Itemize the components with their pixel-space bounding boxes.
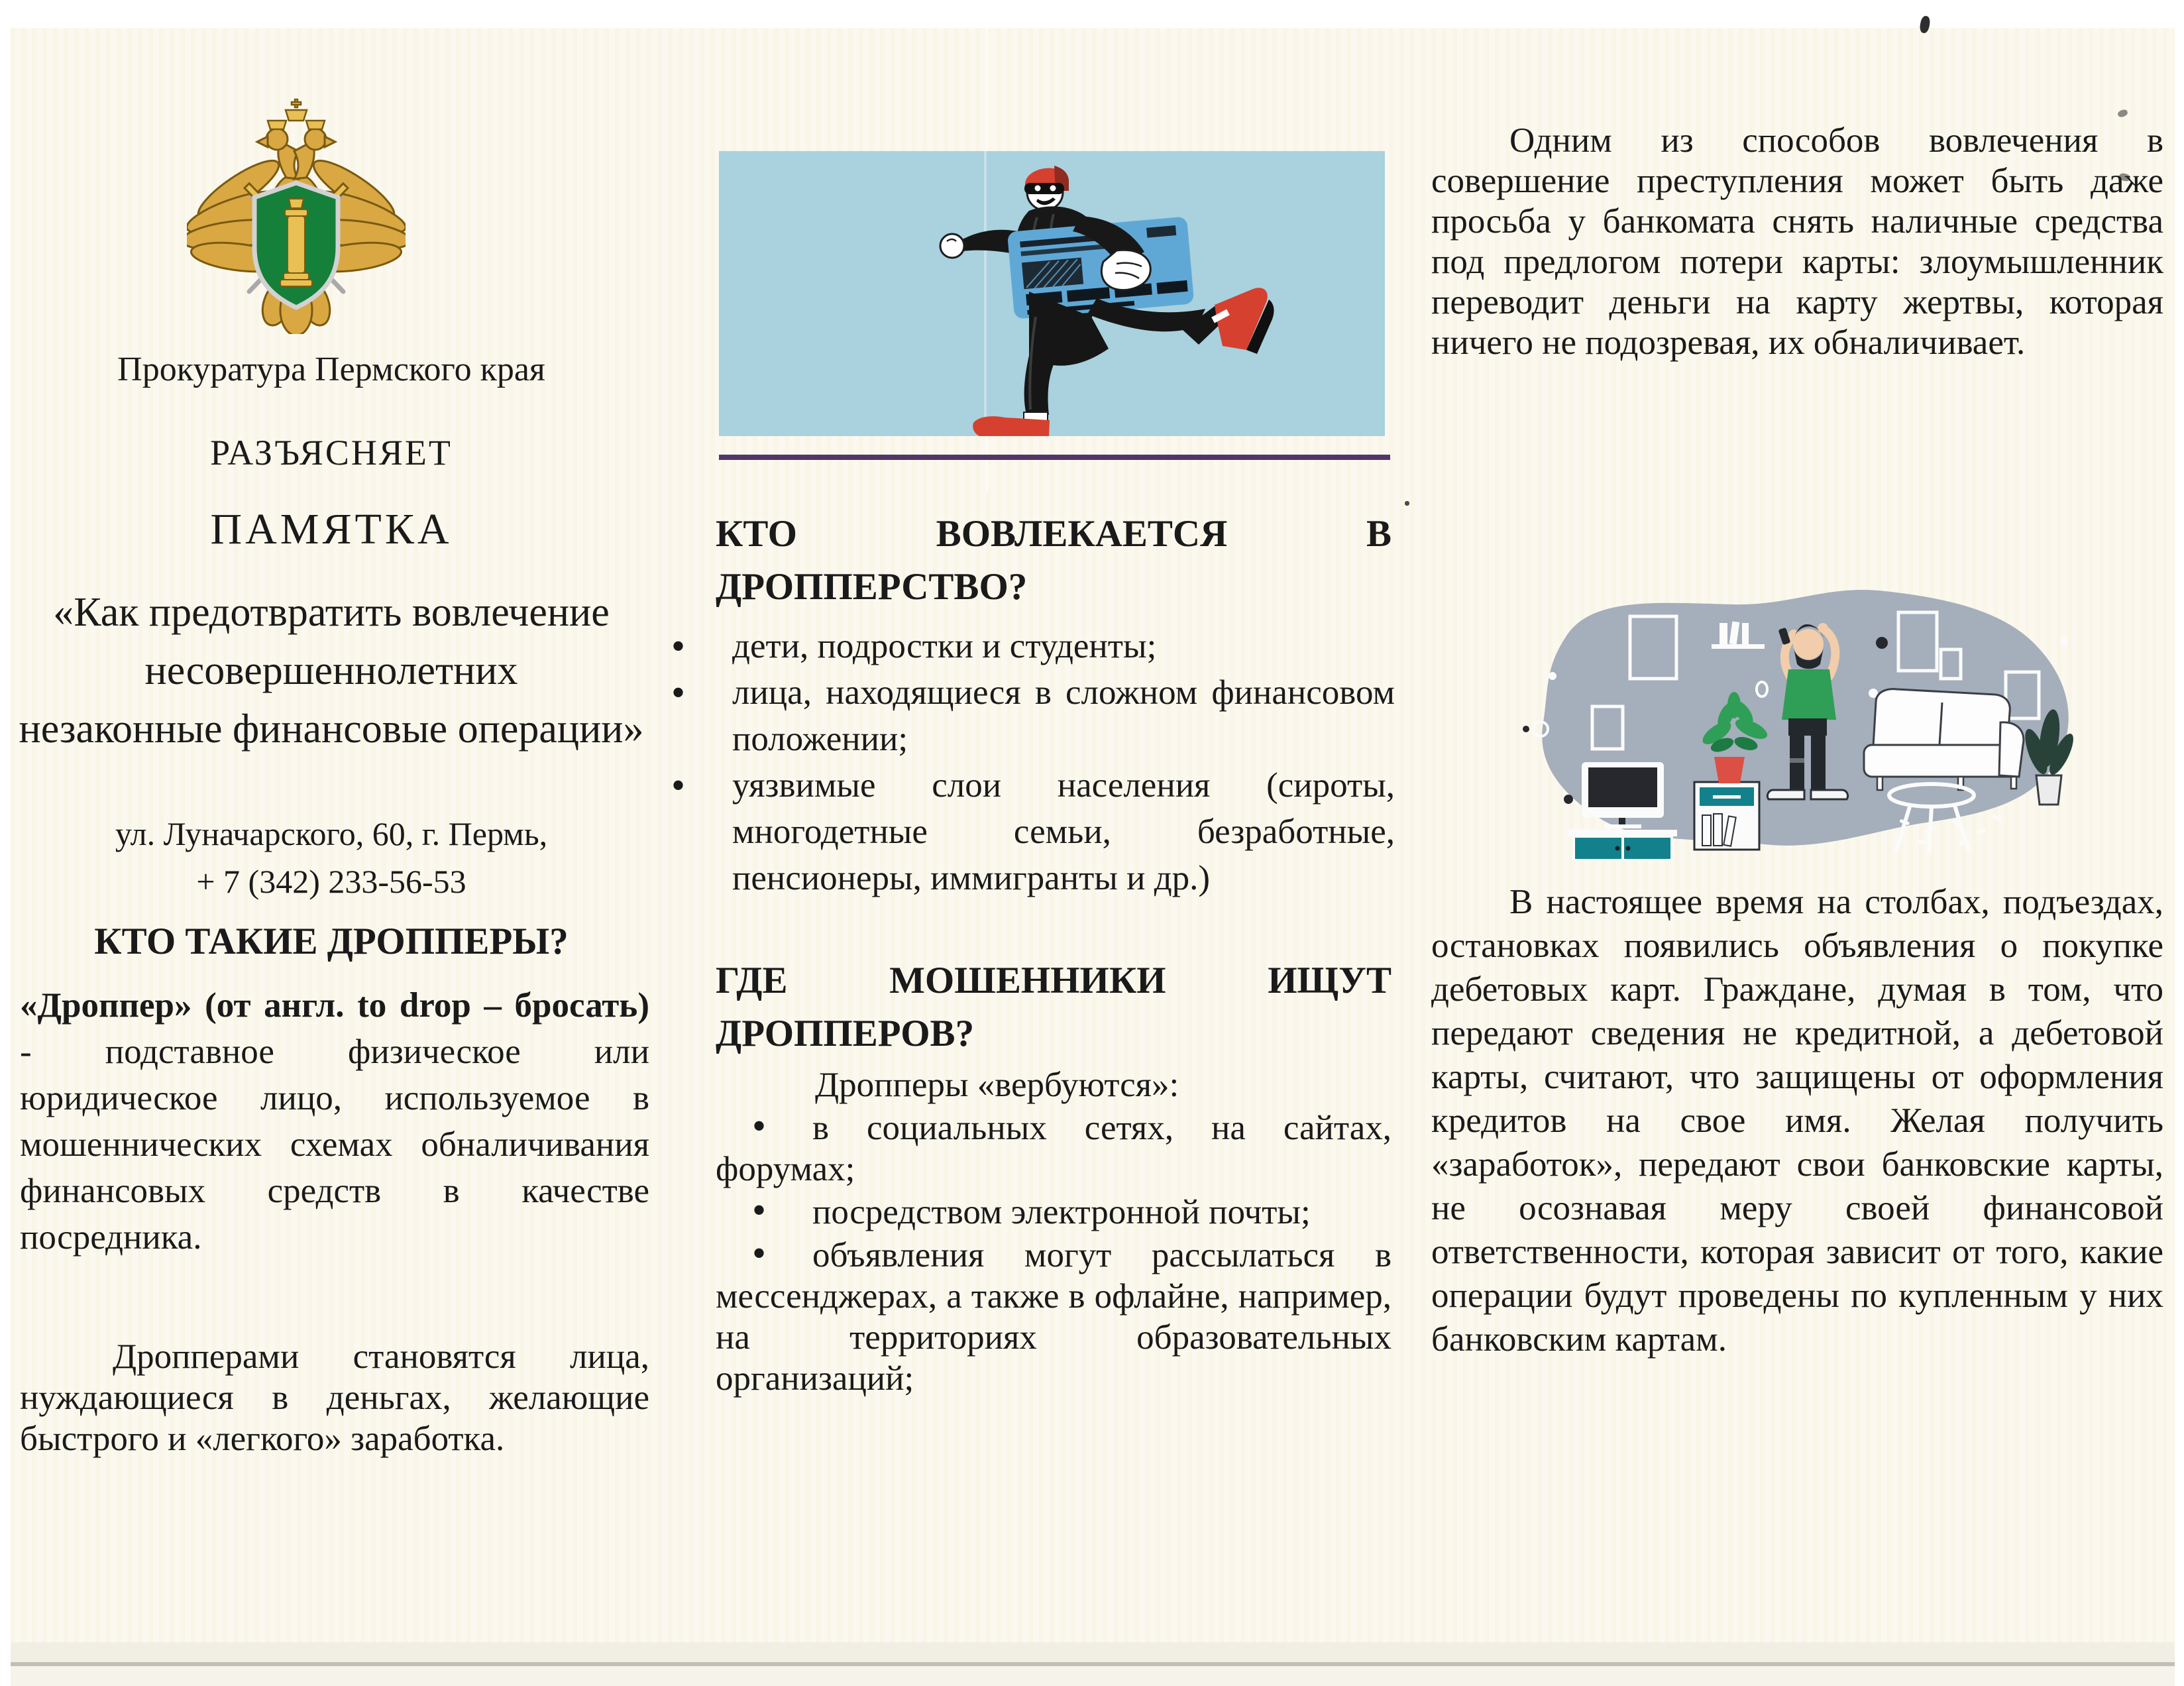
heading-who-are-droppers: КТО ТАКИЕ ДРОППЕРЫ? [94,921,569,962]
list-item: • уязвимые слои населения (сироты, многодетные семьи, безработные, пенсионеры, иммигранты и др.) [732,762,1395,901]
prosecutor-emblem [187,98,406,334]
tv-cabinet-icon [1568,762,1677,860]
address-phone: + 7 (342) 233-56-53 [196,863,466,900]
list-item: • в социальных сетях, на сайтах, форумах; [716,1105,1392,1190]
heading-who-is-involved-line2: ДРОППЕРСТВО? [716,566,1028,608]
dropper-definition-bold: «Дроппер» (от англ. to drop – бросать) [20,986,649,1025]
address-block [10,810,653,905]
scan-speck [1405,501,1409,506]
organization-name: Прокуратура Пермского края [117,351,545,388]
scan-edge-right [2175,0,2184,1686]
list-item: • лица, находящиеся в сложном финансовом положении; [732,669,1395,762]
thief-with-card-illustration [719,151,1385,436]
list-item: • посредством электронной почты; [716,1190,1392,1233]
list-item: • объявления могут рассылаться в мессенджерах, а также в офлайне, например, на территориях образовательных организаций; [716,1233,1392,1399]
explains-label: РАЗЪЯСНЯЕТ [210,433,453,473]
atm-scheme-paragraph: Одним из способов вовлечения в совершение преступления может быть даже просьба у банкомата снять наличные средства под предлогом потери карты: злоумышленник переводит деньги на карту жертвы, которая ничего не подозревая, их обналичивает. [1431,121,2163,362]
dropper-definition [20,982,649,1261]
list-item: • дети, подростки и студенты; [732,623,1395,669]
recruitment-channels-list [716,1105,1392,1399]
nightstand-icon [1694,782,1759,850]
brochure-title-line3: незаконные финансовые операции» [19,706,644,752]
brochure-title-line1: «Как предотвратить вовлечение [53,590,610,635]
victim-phone-illustration [1494,562,2117,870]
memo-label: ПАМЯТКА [210,505,453,553]
recruited-intro: Дропперы «вербуются»: [815,1066,1179,1104]
dropper-definition-text: - подставное физическое или юридическое лицо, используемое в мошеннических схемах обналичивания финансовых средств в качестве посредника. [20,1033,649,1257]
debit-card-ads-paragraph: В настоящее время на столбах, подъездах, остановках появились объявления о покупке дебетовых карт. Граждане, думая в том, что передают сведения не кредитной, а дебетовой карты, считают, что защищены от оформления кредитов на свое имя. Желая получить «заработок», передают свои банковские карты, не осознавая меру своей финансовой ответственности, которая зависит от того, какие операции будут проведены по купленным у них банковским картам. [1431,883,2163,1359]
heading-where-scammers-search-line2: ДРОППЕРОВ? [716,1013,975,1054]
sofa-icon [1864,689,2024,790]
heading-who-is-involved-line1: КТО ВОВЛЕКАЕТСЯ В [716,513,1392,555]
droppers-become-paragraph: Дропперами становятся лица, нуждающиеся в деньгах, желающие быстрого и «легкого» заработка. [20,1337,649,1458]
brochure-title-line2: несовершеннолетних [144,648,518,693]
scan-edge-left [0,0,11,1686]
heading-where-scammers-search [716,954,1392,1060]
scan-shade-bottom [0,1642,2184,1662]
involved-list [732,623,1395,901]
scan-speck [2117,109,2129,119]
scan-edge-top [0,0,2184,28]
address-street: ул. Луначарского, 60, г. Пермь, [115,815,548,852]
heading-where-scammers-search-line1: ГДЕ МОШЕННИКИ ИЩУТ [716,960,1392,1001]
purple-divider [719,455,1390,460]
scan-edge-bottom [0,1666,2184,1686]
heading-who-is-involved [716,508,1392,614]
brochure-title [3,583,659,758]
